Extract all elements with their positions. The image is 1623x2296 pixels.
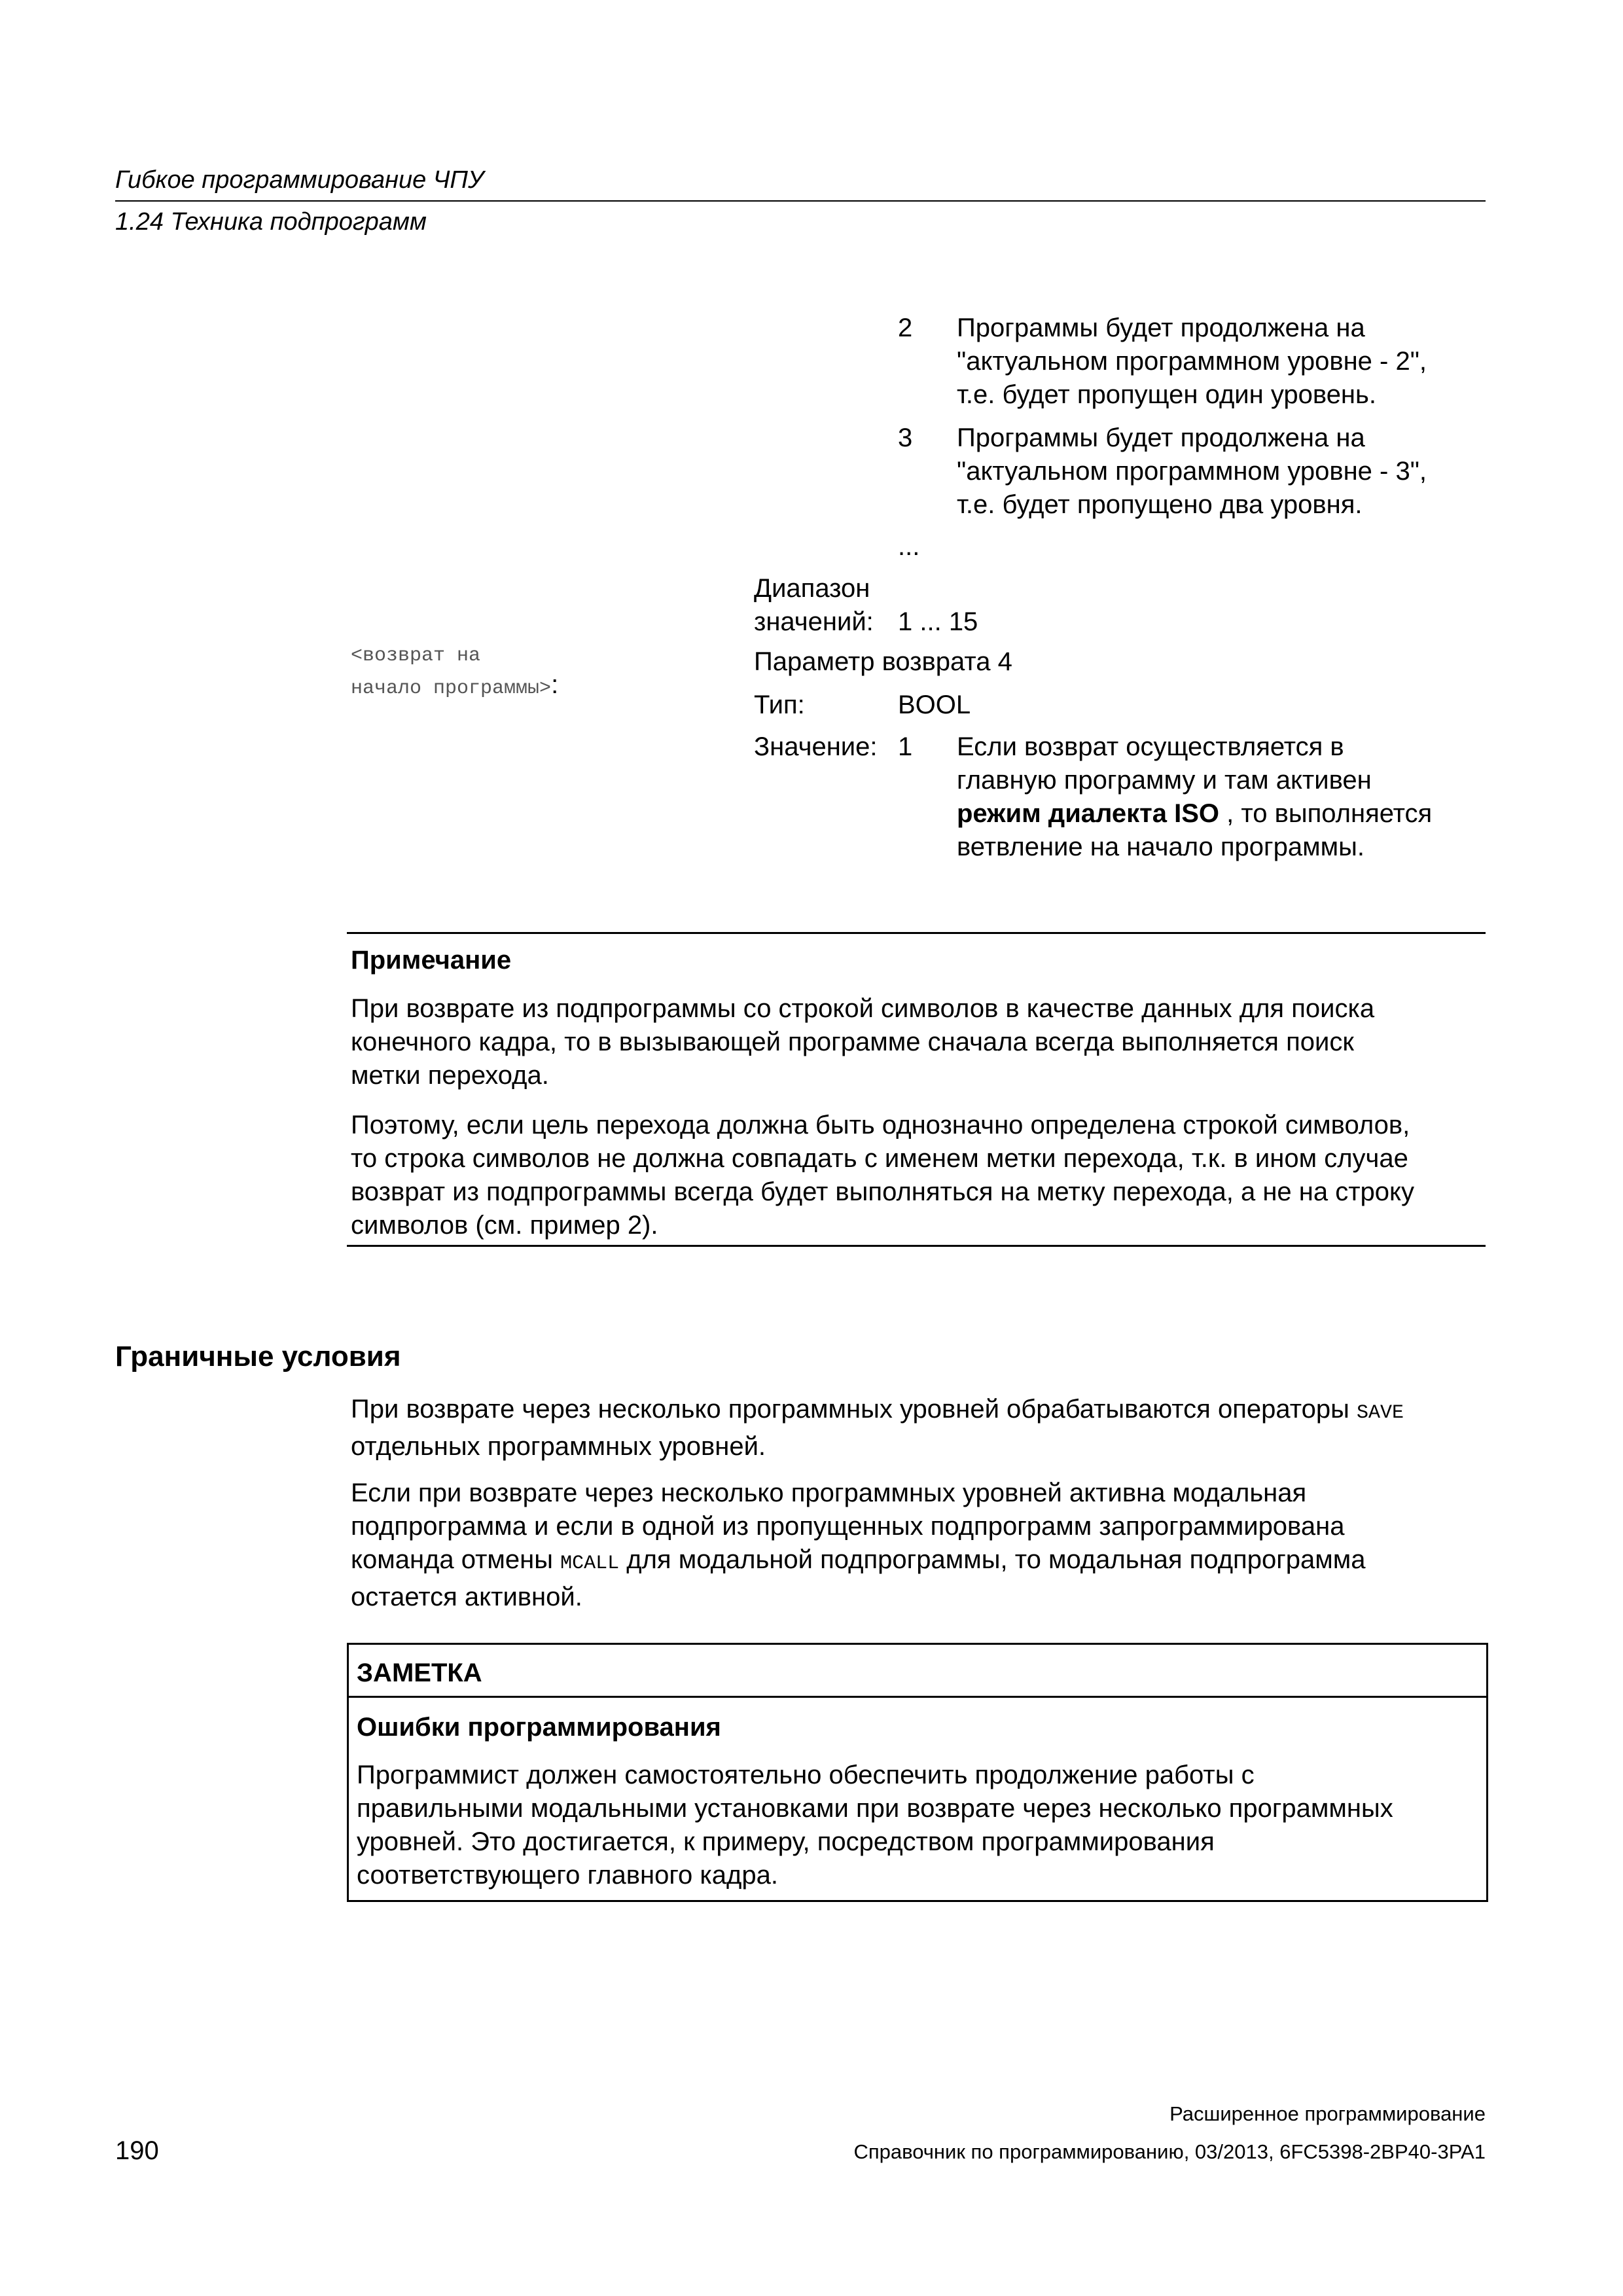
value-description-line: Если возврат осуществляется в xyxy=(957,732,1344,761)
value-2-number: 2 xyxy=(898,314,913,342)
notice-box xyxy=(347,1643,1488,1902)
section-text: для модальной подпрограммы, то модальная подпрограмма xyxy=(619,1545,1366,1574)
section-text: подпрограмма и если в одной из пропущенных подпрограмм запрограммирована xyxy=(351,1512,1345,1541)
note-title: Примечание xyxy=(351,946,512,975)
range-value: 1 ... 15 xyxy=(898,607,978,636)
value-description-line: главную программу и там активен xyxy=(957,766,1372,795)
save-keyword: SAVE xyxy=(1356,1402,1404,1424)
parameter-code-line: начало программы> xyxy=(351,677,552,700)
note-top-rule xyxy=(347,932,1486,934)
parameter-title: Параметр возврата 4 xyxy=(754,647,1012,676)
note-paragraph-1 xyxy=(351,992,1374,1092)
value-3-line: т.е. будет пропущено два уровня. xyxy=(957,490,1363,519)
note-line: символов (см. пример 2). xyxy=(351,1211,658,1240)
running-header-title: Гибкое программирование ЧПУ xyxy=(115,166,484,194)
value-2-line: т.е. будет пропущен один уровень. xyxy=(957,380,1376,409)
notice-body xyxy=(357,1759,1478,1892)
note-line: Поэтому, если цель перехода должна быть однозначно определена строкой символов, xyxy=(351,1111,1410,1139)
value-description-line: ветвление на начало программы. xyxy=(957,833,1364,861)
type-value: BOOL xyxy=(898,691,971,719)
value-2-line: Программы будет продолжена на xyxy=(957,314,1365,342)
parameter-code-line: <возврат на xyxy=(351,645,481,667)
running-header-section: 1.24 Техника подпрограмм xyxy=(115,208,427,236)
section-paragraph-2 xyxy=(351,1477,1489,1614)
section-heading: Граничные условия xyxy=(115,1340,401,1372)
section-paragraph-1 xyxy=(351,1393,1489,1463)
notice-title: ЗАМЕТКА xyxy=(349,1645,1486,1698)
notice-line: правильными модальными установками при возврате через несколько программных xyxy=(357,1794,1393,1823)
value-2-description xyxy=(957,312,1427,412)
value-3-description xyxy=(957,422,1427,522)
page-number: 190 xyxy=(115,2136,159,2165)
section-text: Если при возврате через несколько программных уровней активна модальная xyxy=(351,1479,1307,1507)
range-label xyxy=(754,572,874,639)
section-text: При возврате через несколько программных уровней обрабатываются операторы xyxy=(351,1395,1357,1424)
value-label: Значение: xyxy=(754,732,878,761)
note-line: конечного кадра, то в вызывающей программе сначала всегда выполняется поиск xyxy=(351,1028,1354,1056)
note-line: возврат из подпрограммы всегда будет выполняться на метку перехода, а не на строку xyxy=(351,1177,1414,1206)
value-2-line: "актуальном программном уровне - 2", xyxy=(957,347,1427,376)
header-rule xyxy=(115,200,1486,202)
note-bottom-rule xyxy=(347,1245,1486,1247)
note-line: метки перехода. xyxy=(351,1061,549,1090)
notice-line: уровней. Это достигается, к примеру, посредством программирования xyxy=(357,1827,1215,1856)
value-3-line: Программы будет продолжена на xyxy=(957,423,1365,452)
value-description xyxy=(957,730,1432,864)
values-ellipsis: ... xyxy=(898,532,920,561)
note-paragraph-2 xyxy=(351,1109,1414,1242)
value-3-line: "актуальном программном уровне - 3", xyxy=(957,457,1427,486)
parameter-code-colon: : xyxy=(551,670,559,699)
footer-document-info: Справочник по программированию, 03/2013, 6FC5398-2BP40-3PA1 xyxy=(853,2140,1486,2163)
note-line: то строка символов не должна совпадать с именем метки перехода, т.к. в ином случае xyxy=(351,1144,1408,1173)
mcall-keyword: MCALL xyxy=(560,1552,620,1575)
section-text: остается активной. xyxy=(351,1583,582,1611)
notice-line: соответствующего главного кадра. xyxy=(357,1861,778,1890)
range-label-line: Диапазон xyxy=(754,574,870,603)
iso-dialect-emphasis: режим диалекта ISO xyxy=(957,799,1220,828)
parameter-code xyxy=(351,641,558,703)
value-number: 1 xyxy=(898,732,913,761)
section-text: команда отмены xyxy=(351,1545,561,1574)
notice-line: Программист должен самостоятельно обеспечить продолжение работы с xyxy=(357,1761,1255,1789)
range-label-line: значений: xyxy=(754,607,874,636)
note-line: При возврате из подпрограммы со строкой символов в качестве данных для поиска xyxy=(351,994,1375,1023)
notice-subtitle: Ошибки программирования xyxy=(357,1713,721,1742)
type-label: Тип: xyxy=(754,691,805,719)
value-description-line: , то выполняется xyxy=(1219,799,1433,828)
value-3-number: 3 xyxy=(898,423,913,452)
section-text: отдельных программных уровней. xyxy=(351,1432,766,1461)
footer-book-title: Расширенное программирование xyxy=(1169,2102,1486,2125)
